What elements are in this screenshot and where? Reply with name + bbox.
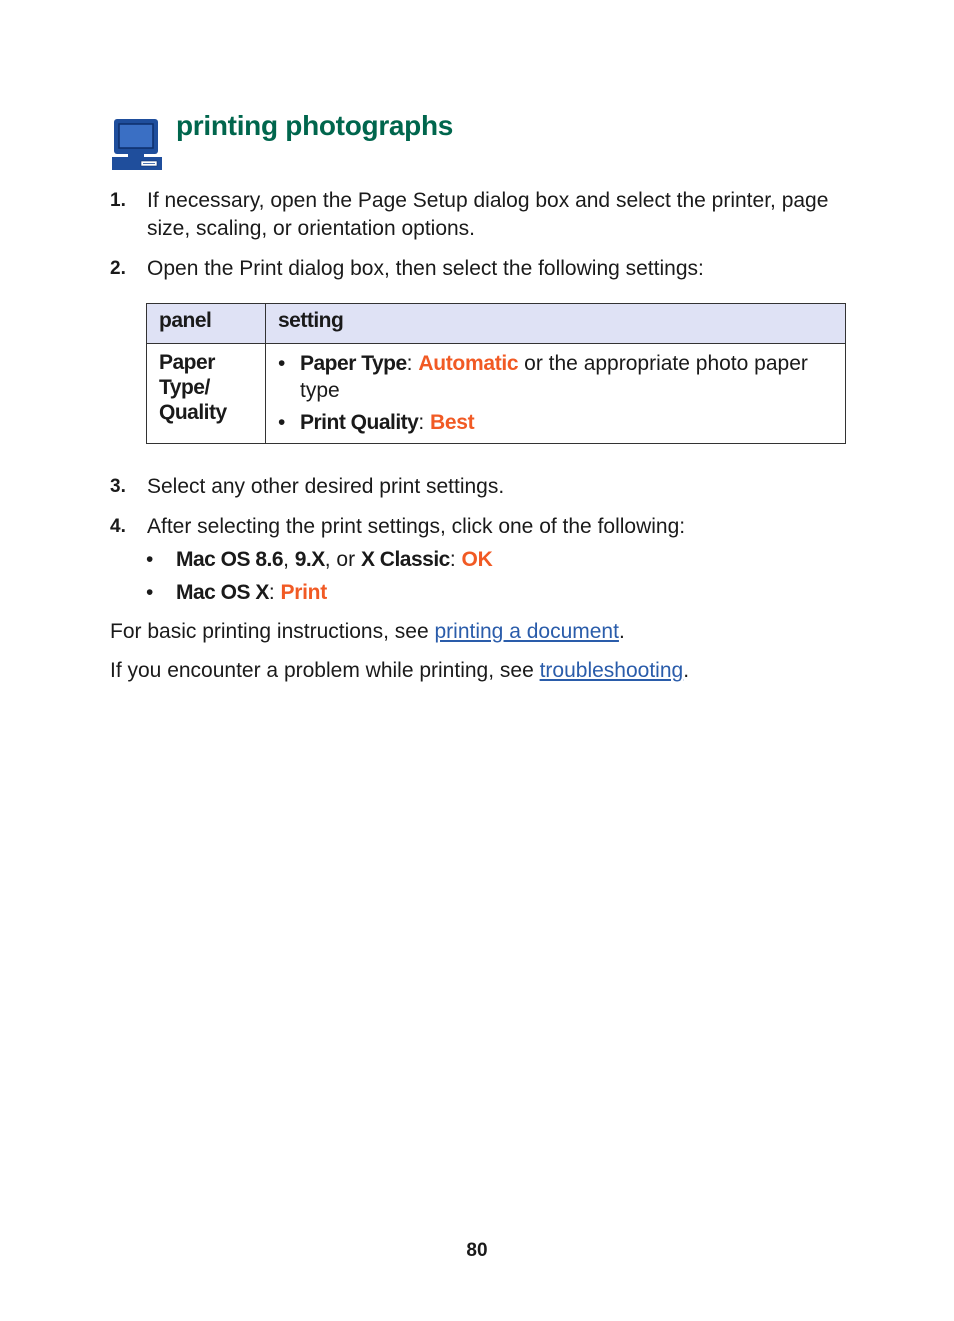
os-option-classic — [146, 546, 492, 574]
paragraph-end: . — [683, 659, 690, 682]
step-text: After selecting the print settings, click one of the following: — [147, 515, 686, 538]
separator: : — [268, 581, 281, 604]
setting-value: Automatic — [418, 352, 519, 375]
printing-a-document-link[interactable]: printing a document — [434, 620, 619, 643]
os-name: X Classic — [360, 548, 450, 571]
separator: , — [283, 548, 295, 571]
computer-icon — [110, 118, 164, 172]
basic-instructions-paragraph — [110, 618, 625, 646]
os-option-x — [146, 579, 327, 607]
column-header-setting: setting — [266, 304, 846, 344]
bullet: • — [278, 352, 286, 375]
bullet: • — [278, 411, 286, 434]
step-4 — [110, 513, 830, 541]
setting-label: Print Quality — [300, 411, 419, 434]
page-number: 80 — [466, 1240, 488, 1261]
troubleshooting-paragraph — [110, 657, 689, 685]
step-3 — [110, 473, 830, 501]
paragraph-end: . — [618, 620, 625, 643]
step-1 — [110, 187, 830, 243]
ok-button-label: OK — [461, 548, 493, 571]
list-item: • Paper Type: Automatic or the appropriate photo paper type — [278, 352, 808, 402]
separator: : — [449, 548, 462, 571]
step-number: 1. — [110, 190, 126, 211]
column-header-panel: panel — [147, 304, 266, 344]
setting-note: or the appropriate photo paper type — [300, 352, 808, 402]
print-button-label: Print — [280, 581, 327, 604]
table-header-row — [147, 304, 846, 344]
table-row — [147, 344, 846, 444]
step-number: 2. — [110, 258, 126, 279]
page-title: printing photographs — [176, 110, 454, 141]
list-item: • Print Quality: Best — [278, 411, 475, 434]
step-number: 4. — [110, 516, 126, 537]
setting-label: Paper Type — [300, 352, 407, 375]
troubleshooting-link[interactable]: troubleshooting — [539, 659, 684, 682]
step-number: 3. — [110, 476, 126, 497]
bullet: • — [146, 548, 154, 571]
panel-cell: Paper Type/ Quality — [147, 344, 266, 444]
paragraph-text: If you encounter a problem while printing, see — [110, 659, 540, 682]
settings-list — [278, 350, 833, 436]
step-text: Select any other desired print settings. — [147, 475, 505, 498]
os-name: Mac OS X — [176, 581, 269, 604]
step-text: If necessary, open the Page Setup dialog box and select the printer, page size, scaling, or orientation options. — [147, 189, 829, 240]
bullet: • — [146, 581, 154, 604]
os-name: 9.X — [294, 548, 325, 571]
setting-value: Best — [430, 411, 475, 434]
separator: , or — [324, 548, 361, 571]
step-2 — [110, 255, 830, 283]
os-name: Mac OS 8.6 — [176, 548, 284, 571]
settings-table — [146, 303, 846, 444]
step-text: Open the Print dialog box, then select the following settings: — [147, 257, 704, 280]
paragraph-text: For basic printing instructions, see — [110, 620, 435, 643]
setting-cell — [266, 344, 846, 444]
